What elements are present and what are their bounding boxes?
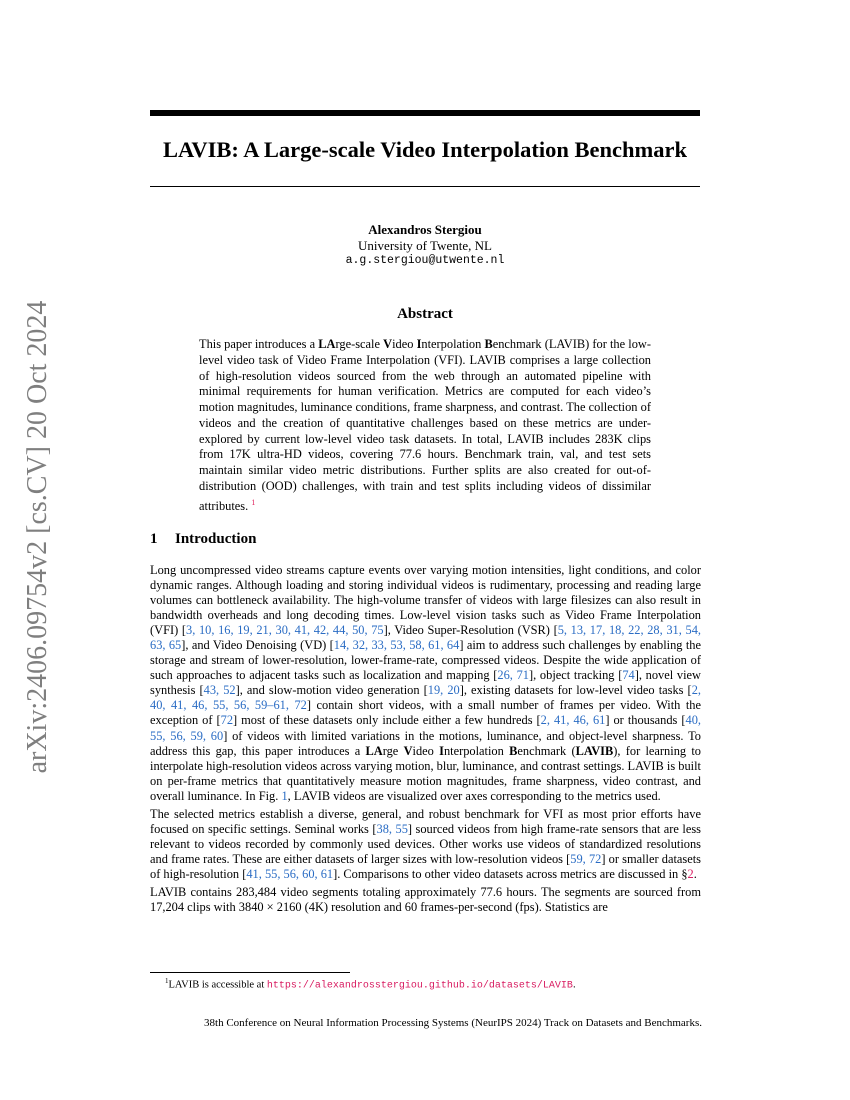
dataset-url-link[interactable]: https://alexandrosstergiou.github.io/datasets/LAVIB bbox=[266, 980, 573, 992]
conference-note: 38th Conference on Neural Information Processing Systems (NeurIPS 2024) Track on Datasets and Benchmarks. bbox=[204, 1017, 702, 1029]
citation-link[interactable]: 26, 71 bbox=[497, 668, 529, 683]
citation-link[interactable]: 74 bbox=[622, 668, 635, 683]
title-top-rule bbox=[150, 110, 700, 116]
title-bottom-rule bbox=[150, 186, 700, 187]
citation-link[interactable]: 5, 13, 17, 18, 22, 28, 31, 54, 63, 65 bbox=[150, 623, 701, 653]
author-block bbox=[150, 222, 700, 269]
citation-link[interactable]: 43, 52 bbox=[203, 683, 236, 698]
section-link[interactable]: 2 bbox=[687, 866, 694, 881]
footnote-link[interactable]: 1 bbox=[251, 497, 256, 507]
footnote-rule bbox=[150, 972, 350, 973]
author-email: a.g.stergiou@utwente.nl bbox=[345, 254, 505, 267]
citation-link[interactable]: 2, 41, 46, 61 bbox=[540, 713, 606, 728]
author-affiliation: University of Twente, NL bbox=[358, 237, 492, 253]
citation-link[interactable]: 40, 55, 56, 59, 60 bbox=[150, 713, 702, 743]
author-name: Alexandros Stergiou bbox=[368, 222, 482, 237]
paper-title: LAVIB: A Large-scale Video Interpolation Benchmark bbox=[163, 137, 687, 162]
citation-link[interactable]: 19, 20 bbox=[427, 683, 460, 698]
figure-link[interactable]: 1 bbox=[281, 788, 288, 803]
citation-link[interactable]: 72 bbox=[220, 713, 234, 728]
citation-link[interactable]: 14, 32, 33, 53, 58, 61, 64 bbox=[333, 638, 460, 653]
abstract-text: This paper introduces a LArge-scale Video Interpolation Benchmark (LAVIB) for the low-level video task of Video Frame Interpolation (VFI). LAVIB comprises a large collection of high-resolution videos sourced from the web through an automated pipeline with minimal requirements for human verification. Metrics are computed for each video’s motion magnitudes, luminance conditions, frame sharpness, and contrast. The collection of videos and the creation of quantitative challenges based on these metrics are under-explored by current low-level video task datasets. In total, LAVIB includes 283K clips from 17K ultra-HD videos, covering 77.6 hours. Benchmark train, val, and test sets maintain similar video metric distributions. Further splits are also created for out-of-distribution (OOD) challenges, with train and test splits including videos of dissimilar attributes. $^1$ bbox=[199, 337, 651, 513]
citation-link[interactable]: 2, 40, 41, 46, 55, 56, 59–61, 72 bbox=[150, 683, 701, 713]
paragraph: Long uncompressed video streams capture events over varying motion intensities, light conditions, and color dynamic ranges. Although loading and storing individual videos is rudimentary, processing and reading large volumes can bottleneck availability. The high-volume transfer of videos with large filesizes can also result in bandwidth overheads and long decoding times. Low-level vision tasks such as Video Frame Interpolation (VFI) [3, 10, 16, 19, 21, 30, 41, 42, 44, 50, 75], Video Super-Resolution (VSR) [5, 13, 17, 18, 22, 28, 31, 54, 63, 65], and Video Denoising (VD) [14, 32, 33, 53, 58, 61, 64] aim to address such challenges by enabling the storage and stream of lower-resolution, lower-frame-rate, compressed videos. Despite the wide application of such approaches to adjacent tasks such as localization and mapping [26, 71], object tracking [74], novel view synthesis [43, 52], and slow-motion video generation [19, 20], existing datasets for low-level video tasks [2, 40, 41, 46, 55, 56, 59–61, 72] contain short videos, with a small number of frames per video. With the exception of [72] most of these datasets only include either a few hundreds [2, 41, 46, 61] or thousands [40, 55, 56, 59, 60] of videos with limited variations in the motions, luminance, and object-level sharpness. To address this gap, this paper introduces a LArge Video Interpolation Benchmark (LAVIB), for learning to interpolate high-resolution videos across varying motion, blur, luminance, and contrast settings. LAVIB is built on per-frame metrics that quantitatively measure motion magnitudes, frame sharpness, video contrast, and overall luminance. In Fig. 1, LAVIB videos are visualized over axes corresponding to the metrics used. bbox=[150, 563, 702, 803]
arxiv-identifier: arXiv:2406.09754v2 [cs.CV] 20 Oct 2024 bbox=[22, 300, 53, 774]
abstract-heading: Abstract bbox=[397, 306, 453, 322]
footnote: $^1$LAVIB is accessible at https://alexandrosstergiou.github.io/datasets/LAVIB. bbox=[165, 977, 576, 992]
citation-link[interactable]: 38, 55 bbox=[376, 821, 408, 836]
paragraph: LAVIB contains 283,484 video segments totaling approximately 77.6 hours. The segments are sourced from 17,204 clips with 3840 × 2160 (4K) resolution and 60 frames-per-second (fps). Statistics are bbox=[150, 884, 701, 915]
section-heading-introduction bbox=[150, 531, 256, 548]
section-number: 1 bbox=[150, 531, 158, 547]
citation-link[interactable]: 59, 72 bbox=[570, 851, 602, 866]
citation-link[interactable]: 3, 10, 16, 19, 21, 30, 41, 42, 44, 50, 75 bbox=[186, 623, 384, 638]
introduction-body bbox=[150, 563, 701, 918]
paragraph: The selected metrics establish a diverse, general, and robust benchmark for VFI as most prior efforts have focused on specific settings. Seminal works [38, 55] sourced videos from high frame-rate sensors that are less relevant to videos recorded by commonly used devices. Other works use videos of standardized resolutions and frame rates. These are either datasets of larger sizes with low-resolution videos [59, 72] or smaller datasets of high-resolution [41, 55, 56, 60, 61]. Comparisons to other video datasets across metrics are discussed in §2. bbox=[150, 806, 702, 881]
section-title: Introduction bbox=[175, 531, 257, 547]
citation-link[interactable]: 41, 55, 56, 60, 61 bbox=[246, 866, 334, 881]
